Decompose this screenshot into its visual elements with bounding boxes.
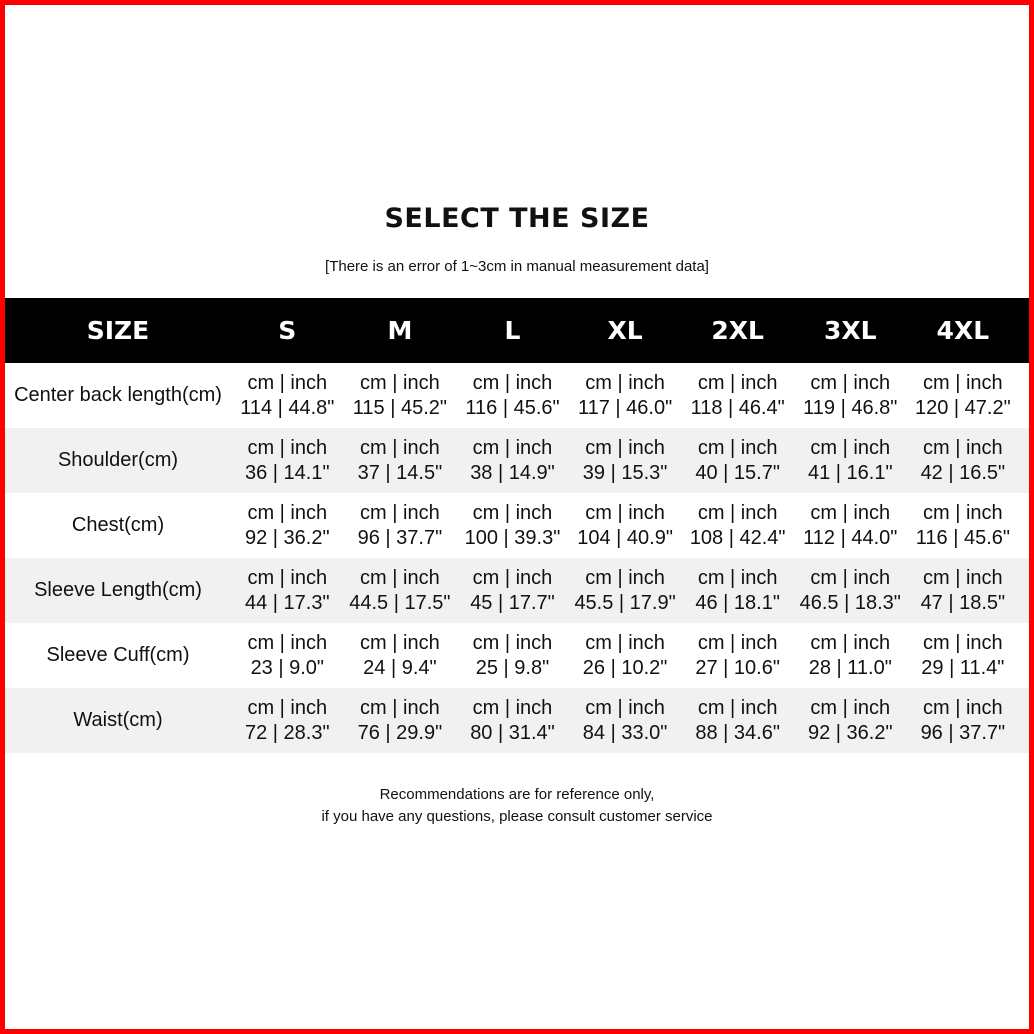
page-title: SELECT THE SIZE — [384, 203, 650, 234]
measurement-cell — [794, 436, 907, 486]
measurement-cell — [456, 501, 569, 551]
unit-label: cm | inch — [247, 566, 328, 589]
unit-label: cm | inch — [247, 696, 328, 719]
unit-label: cm | inch — [247, 631, 328, 654]
unit-label: cm | inch — [585, 696, 665, 719]
measurement-cell — [231, 696, 344, 746]
measurement-value: 120 | 47.2" — [915, 396, 1011, 419]
row-label: Waist(cm) — [73, 709, 163, 731]
unit-label: cm | inch — [697, 371, 778, 394]
measurement-note: [There is an error of 1~3cm in manual measurement data] — [325, 258, 709, 275]
measurement-value: 80 | 31.4" — [470, 721, 555, 744]
unit-label: cm | inch — [810, 371, 891, 394]
measurement-cell — [569, 436, 682, 486]
unit-label: cm | inch — [810, 696, 891, 719]
unit-label: cm | inch — [923, 436, 1003, 459]
measurement-cell — [231, 371, 344, 421]
measurement-value: 44 | 17.3" — [245, 591, 330, 614]
header-size-3xl: 3XL — [823, 316, 877, 345]
measurement-value: 100 | 39.3" — [464, 526, 561, 549]
header-size-2xl: 2XL — [711, 316, 764, 345]
measurement-cell — [231, 501, 344, 551]
measurement-cell — [794, 566, 907, 616]
measurement-cell — [681, 501, 794, 551]
measurement-value: 88 | 34.6" — [695, 721, 780, 744]
measurement-cell — [794, 631, 907, 681]
measurement-cell — [681, 436, 794, 486]
unit-label: cm | inch — [247, 501, 328, 524]
unit-label: cm | inch — [360, 436, 440, 459]
measurement-value: 36 | 14.1" — [245, 461, 330, 484]
unit-label: cm | inch — [697, 696, 778, 719]
measurement-cell — [231, 631, 344, 681]
measurement-cell — [794, 371, 907, 421]
measurement-cell — [569, 566, 682, 616]
measurement-value: 37 | 14.5" — [357, 461, 443, 484]
measurement-cell — [456, 371, 569, 421]
measurement-cell — [681, 566, 794, 616]
measurement-cell — [456, 566, 569, 616]
table-row — [5, 493, 1029, 558]
measurement-value: 96 | 37.7" — [920, 721, 1006, 744]
measurement-value: 115 | 45.2" — [352, 396, 447, 419]
unit-label: cm | inch — [810, 566, 891, 589]
measurement-value: 40 | 15.7" — [695, 461, 780, 484]
measurement-value: 46.5 | 18.3" — [799, 591, 901, 614]
measurement-value: 117 | 46.0" — [577, 396, 673, 419]
measurement-value: 92 | 36.2" — [807, 721, 893, 744]
unit-label: cm | inch — [472, 501, 553, 524]
measurement-value: 118 | 46.4" — [690, 396, 785, 419]
unit-label: cm | inch — [697, 501, 778, 524]
header-size-4xl: 4XL — [936, 316, 990, 345]
header-size-xl: XL — [607, 316, 643, 345]
header-size-m: M — [387, 316, 413, 345]
measurement-cell — [681, 696, 794, 746]
measurement-cell — [681, 371, 794, 421]
unit-label: cm | inch — [810, 436, 891, 459]
unit-label: cm | inch — [247, 371, 328, 394]
measurement-cell — [907, 696, 1020, 746]
unit-label: cm | inch — [585, 566, 665, 589]
measurement-cell — [344, 371, 457, 421]
unit-label: cm | inch — [360, 566, 440, 589]
measurement-value: 72 | 28.3" — [245, 721, 330, 744]
unit-label: cm | inch — [923, 371, 1003, 394]
measurement-value: 25 | 9.8" — [475, 656, 550, 679]
measurement-cell — [907, 631, 1020, 681]
measurement-value: 116 | 45.6" — [915, 526, 1010, 549]
row-label: Sleeve Length(cm) — [34, 579, 202, 601]
unit-label: cm | inch — [697, 436, 778, 459]
measurement-value: 47 | 18.5" — [920, 591, 1006, 614]
measurement-value: 46 | 18.1" — [695, 591, 780, 614]
measurement-cell — [456, 436, 569, 486]
measurement-value: 76 | 29.9" — [357, 721, 443, 744]
measurement-value: 44.5 | 17.5" — [349, 591, 451, 614]
measurement-value: 42 | 16.5" — [920, 461, 1006, 484]
unit-label: cm | inch — [360, 371, 440, 394]
unit-label: cm | inch — [923, 696, 1003, 719]
unit-label: cm | inch — [472, 566, 553, 589]
measurement-cell — [907, 501, 1020, 551]
footer-line-2: if you have any questions, please consult customer service — [321, 808, 713, 825]
measurement-cell — [569, 371, 682, 421]
measurement-cell — [231, 436, 344, 486]
table-row — [5, 363, 1029, 428]
unit-label: cm | inch — [697, 566, 778, 589]
row-label: Sleeve Cuff(cm) — [46, 644, 190, 666]
measurement-cell — [794, 696, 907, 746]
measurement-value: 96 | 37.7" — [357, 526, 443, 549]
unit-label: cm | inch — [923, 501, 1003, 524]
measurement-value: 29 | 11.4" — [921, 656, 1005, 679]
measurement-value: 45.5 | 17.9" — [574, 591, 676, 614]
unit-label: cm | inch — [472, 631, 553, 654]
table-row — [5, 428, 1029, 493]
measurement-cell — [907, 436, 1020, 486]
unit-label: cm | inch — [472, 436, 553, 459]
unit-label: cm | inch — [585, 436, 665, 459]
measurement-cell — [569, 631, 682, 681]
measurement-cell — [344, 696, 457, 746]
measurement-value: 108 | 42.4" — [689, 526, 786, 549]
unit-label: cm | inch — [472, 696, 553, 719]
table-row — [5, 688, 1029, 753]
measurement-cell — [681, 631, 794, 681]
unit-label: cm | inch — [360, 631, 440, 654]
header-size-s: S — [278, 316, 297, 345]
measurement-value: 28 | 11.0" — [808, 656, 892, 679]
measurement-value: 119 | 46.8" — [803, 396, 898, 419]
measurement-cell — [344, 566, 457, 616]
measurement-value: 45 | 17.7" — [470, 591, 555, 614]
unit-label: cm | inch — [360, 696, 440, 719]
row-label: Shoulder(cm) — [57, 449, 179, 471]
measurement-cell — [456, 631, 569, 681]
measurement-value: 41 | 16.1" — [807, 461, 893, 484]
unit-label: cm | inch — [585, 371, 665, 394]
measurement-value: 84 | 33.0" — [582, 721, 668, 744]
measurement-value: 116 | 45.6" — [465, 396, 560, 419]
measurement-cell — [344, 631, 457, 681]
measurement-value: 112 | 44.0" — [803, 526, 898, 549]
unit-label: cm | inch — [360, 501, 440, 524]
unit-label: cm | inch — [697, 631, 778, 654]
measurement-cell — [456, 696, 569, 746]
measurement-cell — [907, 566, 1020, 616]
unit-label: cm | inch — [810, 501, 891, 524]
measurement-value: 92 | 36.2" — [245, 526, 330, 549]
measurement-cell — [569, 696, 682, 746]
footer-line-1: Recommendations are for reference only, — [379, 786, 655, 803]
unit-label: cm | inch — [810, 631, 891, 654]
measurement-cell — [907, 371, 1020, 421]
measurement-cell — [231, 566, 344, 616]
measurement-value: 38 | 14.9" — [470, 461, 555, 484]
table-header — [5, 298, 1029, 363]
measurement-value: 104 | 40.9" — [577, 526, 673, 549]
unit-label: cm | inch — [472, 371, 553, 394]
row-label: Chest(cm) — [71, 514, 165, 536]
unit-label: cm | inch — [923, 566, 1003, 589]
measurement-value: 23 | 9.0" — [250, 656, 325, 679]
measurement-cell — [344, 501, 457, 551]
header-size-l: L — [504, 316, 521, 345]
table-body — [5, 363, 1029, 753]
measurement-value: 26 | 10.2" — [582, 656, 668, 679]
measurement-value: 24 | 9.4" — [363, 656, 437, 679]
measurement-value: 114 | 44.8" — [240, 396, 335, 419]
measurement-value: 27 | 10.6" — [695, 656, 780, 679]
unit-label: cm | inch — [247, 436, 328, 459]
unit-label: cm | inch — [923, 631, 1003, 654]
measurement-value: 39 | 15.3" — [582, 461, 668, 484]
unit-label: cm | inch — [585, 631, 665, 654]
table-row — [5, 623, 1029, 688]
measurement-cell — [794, 501, 907, 551]
table-row — [5, 558, 1029, 623]
measurement-cell — [344, 436, 457, 486]
size-chart-table — [5, 298, 1029, 753]
header-size-label: SIZE — [86, 316, 150, 345]
row-label: Center back length(cm) — [14, 384, 222, 406]
measurement-cell — [569, 501, 682, 551]
unit-label: cm | inch — [585, 501, 665, 524]
